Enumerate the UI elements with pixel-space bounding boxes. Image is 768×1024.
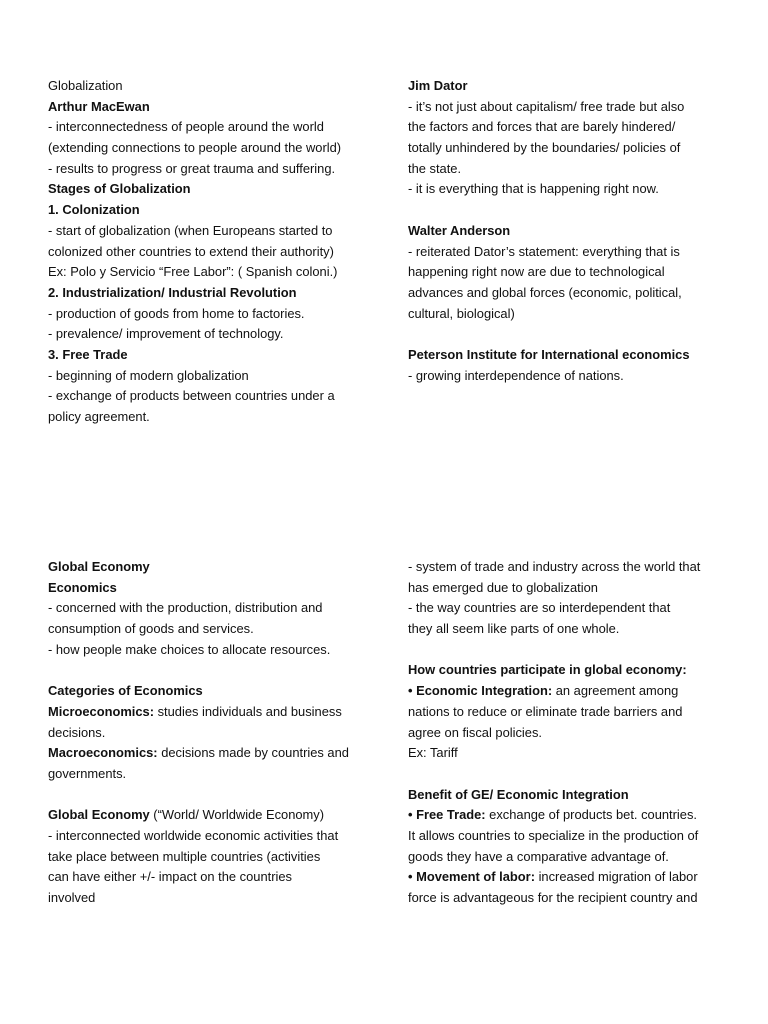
note-line: take place between multiple countries (activities <box>48 848 321 864</box>
note-line: the factors and forces that are barely hindered/ <box>408 119 676 135</box>
definition-text: studies individuals and business <box>154 703 342 719</box>
note-line: - how people make choices to allocate resources. <box>48 641 331 657</box>
term-global-economy: Global Economy <box>48 807 150 823</box>
term-free-trade: • Free Trade: <box>408 807 486 823</box>
spacer <box>408 324 726 345</box>
top-left-notes <box>48 76 366 428</box>
note-line: - start of globalization (when Europeans started to <box>48 222 333 238</box>
heading-how-countries-participate: How countries participate in global economy: <box>408 662 687 678</box>
author-walter-anderson: Walter Anderson <box>408 222 511 238</box>
note-line: they all seem like parts of one whole. <box>408 621 620 637</box>
note-line: - results to progress or great trauma and suffering. <box>48 160 336 176</box>
author-jim-dator: Jim Dator <box>408 78 468 93</box>
spacer <box>48 660 366 681</box>
author-arthur-macewan: Arthur MacEwan <box>48 98 150 114</box>
note-line: involved <box>48 890 96 905</box>
definition-text: (“World/ Worldwide Economy) <box>149 807 325 823</box>
note-line: - it’s not just about capitalism/ free trade but also <box>408 98 685 114</box>
top-right-notes <box>408 76 726 386</box>
note-line: - concerned with the production, distribution and <box>48 600 323 616</box>
definition-text: an agreement among <box>552 683 679 699</box>
heading-global-economy: Global Economy <box>48 559 150 574</box>
note-line <box>48 743 366 764</box>
note-line: - the way countries are so interdependent that <box>408 600 671 616</box>
note-line: Ex: Polo y Servicio “Free Labor”: ( Spanish coloni.) <box>48 264 338 280</box>
note-line: - reiterated Dator’s statement: everything that is <box>408 243 680 259</box>
note-line: Ex: Tariff <box>408 745 458 761</box>
note-line: the state. <box>408 160 462 176</box>
stage-industrialization: 2. Industrialization/ Industrial Revolution <box>48 284 297 300</box>
note-line: consumption of goods and services. <box>48 621 254 637</box>
spacer <box>48 785 366 806</box>
definition-text: exchange of products bet. countries. <box>485 807 697 823</box>
note-line: - it is everything that is happening right now. <box>408 181 659 197</box>
note-line: It allows countries to specialize in the production of <box>408 827 699 843</box>
term-macroeconomics: Macroeconomics: <box>48 745 158 761</box>
note-line <box>408 681 726 702</box>
heading-categories-of-economics: Categories of Economics <box>48 683 203 699</box>
note-line: cultural, biological) <box>408 305 515 321</box>
note-line: policy agreement. <box>48 409 150 424</box>
bottom-left-notes <box>48 557 366 909</box>
spacer <box>408 200 726 221</box>
definition-text: increased migration of labor <box>534 869 698 885</box>
note-line: - production of goods from home to factories. <box>48 305 305 321</box>
note-line: goods they have a comparative advantage of. <box>408 848 669 864</box>
note-line: - interconnected worldwide economic activities that <box>48 827 339 843</box>
note-line: - prevalence/ improvement of technology. <box>48 326 284 342</box>
note-line: can have either +/- impact on the countries <box>48 869 292 885</box>
stage-free-trade: 3. Free Trade <box>48 346 128 362</box>
note-line: decisions. <box>48 724 106 740</box>
heading-stages-of-globalization: Stages of Globalization <box>48 181 191 197</box>
note-line: - growing interdependence of nations. <box>408 367 624 383</box>
term-microeconomics: Microeconomics: <box>48 703 155 719</box>
note-line: - beginning of modern globalization <box>48 367 249 383</box>
author-peterson-institute: Peterson Institute for International economics <box>408 346 690 362</box>
heading-globalization: Globalization <box>48 78 123 93</box>
note-line: - system of trade and industry across the world that <box>408 559 701 574</box>
note-line: totally unhindered by the boundaries/ policies of <box>408 140 681 156</box>
note-line: agree on fiscal policies. <box>408 724 542 740</box>
note-line: governments. <box>48 765 127 781</box>
spacer <box>408 764 726 785</box>
note-line <box>48 805 366 826</box>
note-line: - exchange of products between countries under a <box>48 388 335 404</box>
note-line: nations to reduce or eliminate trade barriers and <box>408 703 683 719</box>
definition-text: decisions made by countries and <box>157 745 349 761</box>
note-line: (extending connections to people around the world) <box>48 140 342 156</box>
term-movement-of-labor: • Movement of labor: <box>408 869 535 885</box>
bottom-right-notes <box>408 557 726 909</box>
note-line: happening right now are due to technological <box>408 264 665 280</box>
heading-benefit-of-ge: Benefit of GE/ Economic Integration <box>408 786 629 802</box>
spacer <box>408 640 726 661</box>
note-line: advances and global forces (economic, political, <box>408 284 682 300</box>
note-line <box>408 867 726 888</box>
term-economic-integration: • Economic Integration: <box>408 683 553 699</box>
note-line: - interconnectedness of people around the world <box>48 119 324 135</box>
stage-colonization: 1. Colonization <box>48 202 140 218</box>
heading-economics: Economics <box>48 579 117 595</box>
note-line <box>408 805 726 826</box>
note-line <box>48 702 366 723</box>
note-line: force is advantageous for the recipient country and <box>408 890 698 905</box>
note-line: has emerged due to globalization <box>408 579 598 595</box>
note-line: colonized other countries to extend their authority) <box>48 243 334 259</box>
